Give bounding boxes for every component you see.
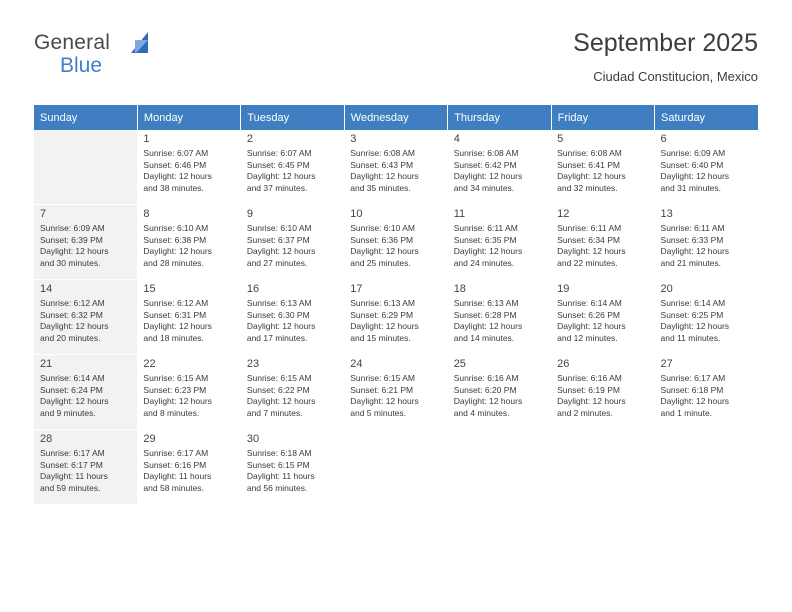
day-info-line: Sunset: 6:29 PM [350, 309, 414, 320]
day-number: 21 [40, 358, 53, 370]
logo [34, 32, 254, 88]
weekday-header-sunday: Sunday [34, 105, 137, 130]
day-info-line: Sunrise: 6:14 AM [40, 373, 105, 383]
day-info-line: and 18 minutes. [143, 332, 204, 343]
day-sun-info [661, 298, 754, 344]
day-sun-info [40, 448, 133, 494]
day-info-line: Sunrise: 6:13 AM [350, 298, 415, 308]
day-info-line: Sunrise: 6:11 AM [557, 223, 622, 233]
calendar-day-cell [655, 430, 758, 505]
day-cell-inner [448, 430, 551, 504]
day-cell-inner[interactable] [137, 280, 240, 354]
calendar-day-cell [551, 355, 654, 430]
day-info-line: Sunset: 6:24 PM [40, 384, 103, 395]
day-info-line: Sunrise: 6:07 AM [143, 148, 209, 158]
day-info-line: Daylight: 12 hours [557, 246, 626, 257]
day-info-line: Sunset: 6:40 PM [660, 159, 724, 170]
day-info-line: Daylight: 12 hours [143, 396, 212, 407]
calendar-day-cell [655, 280, 758, 355]
day-sun-info [557, 373, 650, 419]
day-number: 28 [40, 433, 53, 445]
day-cell-inner[interactable] [551, 355, 654, 429]
day-info-line: and 31 minutes. [660, 182, 722, 193]
day-sun-info [143, 373, 236, 419]
calendar-day-cell [551, 430, 654, 505]
day-info-line: and 17 minutes. [246, 332, 308, 343]
calendar-week-row [34, 280, 758, 355]
day-info-line: and 34 minutes. [453, 182, 515, 193]
day-info-line: and 58 minutes. [143, 482, 204, 493]
day-sun-info [350, 148, 443, 194]
location-subtitle: Ciudad Constitucion, Mexico [593, 69, 758, 84]
day-info-line: Sunset: 6:22 PM [246, 384, 310, 395]
day-sun-info [247, 223, 340, 269]
day-number: 14 [40, 283, 53, 295]
calendar-day-cell [34, 355, 137, 430]
day-sun-info [143, 298, 236, 344]
day-cell-inner[interactable] [344, 280, 447, 354]
weekday-header-row [34, 105, 758, 130]
day-number: 27 [660, 358, 673, 370]
day-info-line: and 21 minutes. [660, 257, 722, 268]
day-info-line: Daylight: 12 hours [350, 246, 419, 257]
day-info-line: Daylight: 12 hours [453, 171, 523, 182]
day-sun-info [557, 223, 650, 269]
day-info-line: Sunrise: 6:16 AM [557, 373, 622, 383]
calendar-day-cell [241, 205, 344, 280]
calendar-day-cell [448, 130, 551, 205]
day-info-line: Daylight: 12 hours [557, 171, 626, 182]
day-cell-inner[interactable] [137, 430, 240, 504]
day-sun-info [247, 298, 340, 344]
day-info-line: Sunrise: 6:09 AM [660, 148, 726, 158]
day-info-line: Sunset: 6:37 PM [246, 234, 310, 245]
calendar-day-cell [551, 280, 654, 355]
calendar-week-row [34, 430, 758, 505]
day-info-line: and 37 minutes. [246, 182, 308, 193]
day-cell-inner [655, 430, 758, 504]
day-info-line: Sunrise: 6:09 AM [40, 223, 105, 233]
calendar-day-cell [448, 430, 551, 505]
day-info-line: Daylight: 12 hours [557, 396, 626, 407]
day-number: 29 [143, 433, 156, 445]
calendar-day-cell [137, 355, 240, 430]
day-info-line: Sunrise: 6:07 AM [246, 148, 312, 158]
day-number: 25 [453, 358, 466, 370]
day-sun-info [247, 148, 340, 194]
day-sun-info [454, 223, 547, 269]
calendar-day-cell [34, 280, 137, 355]
day-info-line: Sunset: 6:45 PM [246, 159, 310, 170]
day-info-line: Daylight: 12 hours [350, 321, 419, 332]
day-sun-info [661, 373, 754, 419]
calendar-day-cell [137, 430, 240, 505]
calendar-day-cell [655, 355, 758, 430]
day-cell-inner[interactable] [241, 280, 344, 354]
day-info-line: Sunrise: 6:17 AM [40, 448, 105, 458]
calendar-day-cell [34, 430, 137, 505]
day-info-line: Daylight: 11 hours [40, 471, 108, 482]
day-cell-inner[interactable] [34, 430, 137, 504]
calendar-day-cell [241, 130, 344, 205]
day-cell-inner[interactable] [448, 280, 551, 354]
day-sun-info [350, 298, 443, 344]
day-cell-inner[interactable] [34, 280, 137, 354]
day-number: 7 [40, 208, 47, 220]
day-cell-inner[interactable] [137, 130, 240, 204]
day-sun-info [143, 148, 236, 194]
day-number: 4 [453, 133, 460, 145]
day-cell-inner[interactable] [344, 130, 447, 204]
day-info-line: Daylight: 12 hours [246, 171, 316, 182]
day-info-line: Sunset: 6:28 PM [453, 309, 517, 320]
day-info-line: and 24 minutes. [453, 257, 515, 268]
day-info-line: Sunrise: 6:10 AM [143, 223, 209, 233]
day-info-line: and 32 minutes. [557, 182, 618, 193]
day-info-line: Sunrise: 6:13 AM [453, 298, 519, 308]
day-info-line: and 20 minutes. [40, 332, 101, 343]
day-info-line: Daylight: 12 hours [40, 321, 109, 332]
calendar-day-cell [34, 130, 137, 205]
day-info-line: Sunrise: 6:08 AM [557, 148, 622, 158]
day-info-line: Sunset: 6:42 PM [453, 159, 517, 170]
day-info-line: Daylight: 12 hours [143, 171, 212, 182]
day-info-line: Daylight: 12 hours [143, 321, 212, 332]
day-number: 19 [557, 283, 570, 295]
day-info-line: and 11 minutes. [660, 332, 721, 343]
day-info-line: and 35 minutes. [350, 182, 411, 193]
day-sun-info [557, 298, 650, 344]
day-info-line: and 1 minute. [660, 407, 713, 418]
calendar-day-cell [137, 130, 240, 205]
day-info-line: Sunset: 6:15 PM [246, 459, 310, 470]
weekday-header-monday: Monday [137, 105, 240, 130]
day-info-line: Daylight: 12 hours [453, 246, 523, 257]
day-cell-inner[interactable] [34, 355, 137, 429]
day-info-line: Daylight: 11 hours [143, 471, 212, 482]
day-sun-info [661, 223, 754, 269]
day-info-line: Sunrise: 6:15 AM [143, 373, 209, 383]
day-info-line: Sunset: 6:46 PM [143, 159, 207, 170]
day-info-line: Sunrise: 6:17 AM [143, 448, 209, 458]
day-info-line: Sunrise: 6:14 AM [660, 298, 726, 308]
day-cell-inner[interactable] [137, 355, 240, 429]
day-info-line: Sunrise: 6:18 AM [246, 448, 312, 458]
day-number: 8 [143, 208, 150, 220]
day-info-line: Daylight: 12 hours [660, 246, 730, 257]
day-info-line: Daylight: 12 hours [246, 321, 316, 332]
day-cell-inner[interactable] [448, 130, 551, 204]
day-number: 3 [350, 133, 357, 145]
day-info-line: Sunrise: 6:10 AM [350, 223, 415, 233]
day-info-line: Daylight: 12 hours [143, 246, 212, 257]
day-number: 13 [660, 208, 673, 220]
day-info-line: and 25 minutes. [350, 257, 411, 268]
day-info-line: Daylight: 12 hours [350, 171, 419, 182]
day-info-line: Sunrise: 6:11 AM [453, 223, 518, 233]
day-number: 10 [350, 208, 363, 220]
day-info-line: and 15 minutes. [350, 332, 411, 343]
day-info-line: Sunset: 6:20 PM [453, 384, 517, 395]
day-info-line: Sunset: 6:41 PM [557, 159, 620, 170]
page-title: September 2025 [573, 29, 758, 57]
day-sun-info [454, 148, 547, 194]
day-info-line: Sunrise: 6:15 AM [246, 373, 312, 383]
day-sun-info [143, 223, 236, 269]
day-sun-info [661, 148, 754, 194]
day-number: 6 [660, 133, 667, 145]
day-number: 9 [246, 208, 253, 220]
day-info-line: and 9 minutes. [40, 407, 96, 418]
calendar-day-cell [448, 205, 551, 280]
day-info-line: Sunset: 6:17 PM [40, 459, 103, 470]
day-info-line: Sunset: 6:23 PM [143, 384, 207, 395]
day-info-line: and 30 minutes. [40, 257, 101, 268]
day-info-line: and 22 minutes. [557, 257, 618, 268]
day-cell-inner [34, 130, 137, 204]
day-cell-inner[interactable] [137, 205, 240, 279]
weekday-header-friday: Friday [551, 105, 654, 130]
day-info-line: Sunrise: 6:14 AM [557, 298, 622, 308]
day-cell-inner[interactable] [241, 430, 344, 504]
day-info-line: Daylight: 12 hours [453, 321, 523, 332]
day-info-line: Sunset: 6:21 PM [350, 384, 414, 395]
day-sun-info [40, 223, 133, 269]
weekday-header-tuesday: Tuesday [241, 105, 344, 130]
day-info-line: Daylight: 12 hours [40, 246, 109, 257]
calendar-day-cell [448, 355, 551, 430]
day-info-line: Daylight: 12 hours [557, 321, 626, 332]
calendar-day-cell [241, 430, 344, 505]
day-info-line: Sunset: 6:36 PM [350, 234, 414, 245]
day-info-line: and 14 minutes. [453, 332, 515, 343]
day-number: 1 [143, 133, 150, 145]
day-info-line: Sunrise: 6:11 AM [660, 223, 725, 233]
day-number: 22 [143, 358, 156, 370]
day-cell-inner[interactable] [448, 355, 551, 429]
day-info-line: Sunset: 6:38 PM [143, 234, 207, 245]
day-info-line: and 2 minutes. [557, 407, 613, 418]
calendar-day-cell [448, 280, 551, 355]
logo-text-blue: Blue [60, 54, 103, 77]
day-info-line: and 5 minutes. [350, 407, 407, 418]
day-number: 5 [557, 133, 564, 145]
day-info-line: Sunrise: 6:13 AM [246, 298, 312, 308]
day-info-line: Daylight: 12 hours [246, 396, 316, 407]
day-cell-inner[interactable] [241, 130, 344, 204]
day-cell-inner[interactable] [344, 355, 447, 429]
calendar-body [34, 130, 758, 505]
day-cell-inner[interactable] [551, 130, 654, 204]
day-info-line: Daylight: 12 hours [350, 396, 419, 407]
day-info-line: and 56 minutes. [246, 482, 308, 493]
day-info-line: Sunrise: 6:15 AM [350, 373, 415, 383]
day-cell-inner [551, 430, 654, 504]
day-info-line: and 28 minutes. [143, 257, 204, 268]
day-info-line: Sunset: 6:34 PM [557, 234, 620, 245]
day-cell-inner[interactable] [655, 355, 758, 429]
day-info-line: Sunrise: 6:08 AM [350, 148, 415, 158]
day-info-line: Sunrise: 6:17 AM [660, 373, 726, 383]
calendar-day-cell [137, 205, 240, 280]
calendar-day-cell [655, 205, 758, 280]
day-cell-inner[interactable] [551, 205, 654, 279]
page-header [34, 28, 758, 90]
day-info-line: Daylight: 12 hours [246, 246, 316, 257]
calendar-day-cell [551, 205, 654, 280]
calendar-day-cell [551, 130, 654, 205]
day-sun-info [247, 448, 340, 494]
day-info-line: and 59 minutes. [40, 482, 101, 493]
day-cell-inner[interactable] [655, 280, 758, 354]
logo-text-general: General [34, 31, 111, 54]
day-number: 23 [246, 358, 260, 370]
calendar-day-cell [344, 130, 447, 205]
calendar-day-cell [241, 280, 344, 355]
day-info-line: Sunset: 6:30 PM [246, 309, 310, 320]
day-sun-info [143, 448, 236, 494]
calendar-table [34, 105, 758, 505]
day-number: 12 [557, 208, 570, 220]
day-info-line: and 4 minutes. [453, 407, 510, 418]
day-sun-info [40, 298, 133, 344]
day-info-line: Sunrise: 6:08 AM [453, 148, 519, 158]
day-sun-info [557, 148, 650, 194]
calendar-week-row [34, 355, 758, 430]
day-info-line: Daylight: 12 hours [453, 396, 523, 407]
calendar-day-cell [655, 130, 758, 205]
calendar-day-cell [34, 205, 137, 280]
day-number: 20 [660, 283, 673, 295]
day-info-line: Daylight: 12 hours [660, 396, 730, 407]
day-info-line: Daylight: 12 hours [660, 321, 730, 332]
day-cell-inner[interactable] [344, 205, 447, 279]
weekday-header-saturday: Saturday [655, 105, 758, 130]
day-sun-info [350, 373, 443, 419]
day-info-line: Sunset: 6:43 PM [350, 159, 414, 170]
day-cell-inner[interactable] [241, 355, 344, 429]
day-number: 30 [246, 433, 260, 445]
calendar-week-row [34, 130, 758, 205]
day-sun-info [454, 298, 547, 344]
day-info-line: Sunset: 6:25 PM [660, 309, 724, 320]
day-info-line: Daylight: 12 hours [660, 171, 730, 182]
day-cell-inner[interactable] [241, 205, 344, 279]
day-number: 24 [350, 358, 363, 370]
day-info-line: Sunset: 6:18 PM [660, 384, 724, 395]
day-cell-inner[interactable] [551, 280, 654, 354]
calendar-day-cell [344, 355, 447, 430]
day-sun-info [454, 373, 547, 419]
day-info-line: and 38 minutes. [143, 182, 204, 193]
day-cell-inner[interactable] [655, 130, 758, 204]
day-number: 26 [557, 358, 570, 370]
day-info-line: and 27 minutes. [246, 257, 308, 268]
weekday-header-wednesday: Wednesday [344, 105, 447, 130]
calendar-day-cell [137, 280, 240, 355]
day-number: 16 [246, 283, 260, 295]
day-number: 17 [350, 283, 363, 295]
day-cell-inner [344, 430, 447, 504]
day-number: 18 [453, 283, 466, 295]
day-info-line: Sunset: 6:19 PM [557, 384, 620, 395]
day-info-line: Sunrise: 6:12 AM [40, 298, 105, 308]
day-info-line: Sunset: 6:31 PM [143, 309, 207, 320]
day-info-line: Daylight: 12 hours [40, 396, 109, 407]
day-info-line: Sunrise: 6:12 AM [143, 298, 209, 308]
day-sun-info [247, 373, 340, 419]
day-info-line: Sunset: 6:39 PM [40, 234, 103, 245]
day-info-line: Sunset: 6:35 PM [453, 234, 517, 245]
title-block [573, 28, 758, 86]
logo-triangle-secondary-icon [135, 40, 148, 54]
day-info-line: Sunset: 6:32 PM [40, 309, 103, 320]
day-info-line: Sunset: 6:16 PM [143, 459, 207, 470]
day-number: 11 [453, 208, 466, 220]
day-info-line: Sunset: 6:33 PM [660, 234, 724, 245]
day-sun-info [350, 223, 443, 269]
day-info-line: and 7 minutes. [246, 407, 303, 418]
weekday-header-thursday: Thursday [448, 105, 551, 130]
day-number: 15 [143, 283, 156, 295]
calendar-day-cell [344, 430, 447, 505]
calendar-day-cell [344, 205, 447, 280]
day-number: 2 [246, 133, 253, 145]
day-sun-info [40, 373, 133, 419]
day-info-line: and 12 minutes. [557, 332, 618, 343]
day-info-line: and 8 minutes. [143, 407, 200, 418]
calendar-day-cell [344, 280, 447, 355]
day-info-line: Daylight: 11 hours [246, 471, 315, 482]
day-cell-inner[interactable] [34, 205, 137, 279]
day-cell-inner[interactable] [448, 205, 551, 279]
day-info-line: Sunrise: 6:16 AM [453, 373, 519, 383]
calendar-day-cell [241, 355, 344, 430]
calendar-week-row [34, 205, 758, 280]
day-info-line: Sunrise: 6:10 AM [246, 223, 312, 233]
day-info-line: Sunset: 6:26 PM [557, 309, 620, 320]
day-cell-inner[interactable] [655, 205, 758, 279]
